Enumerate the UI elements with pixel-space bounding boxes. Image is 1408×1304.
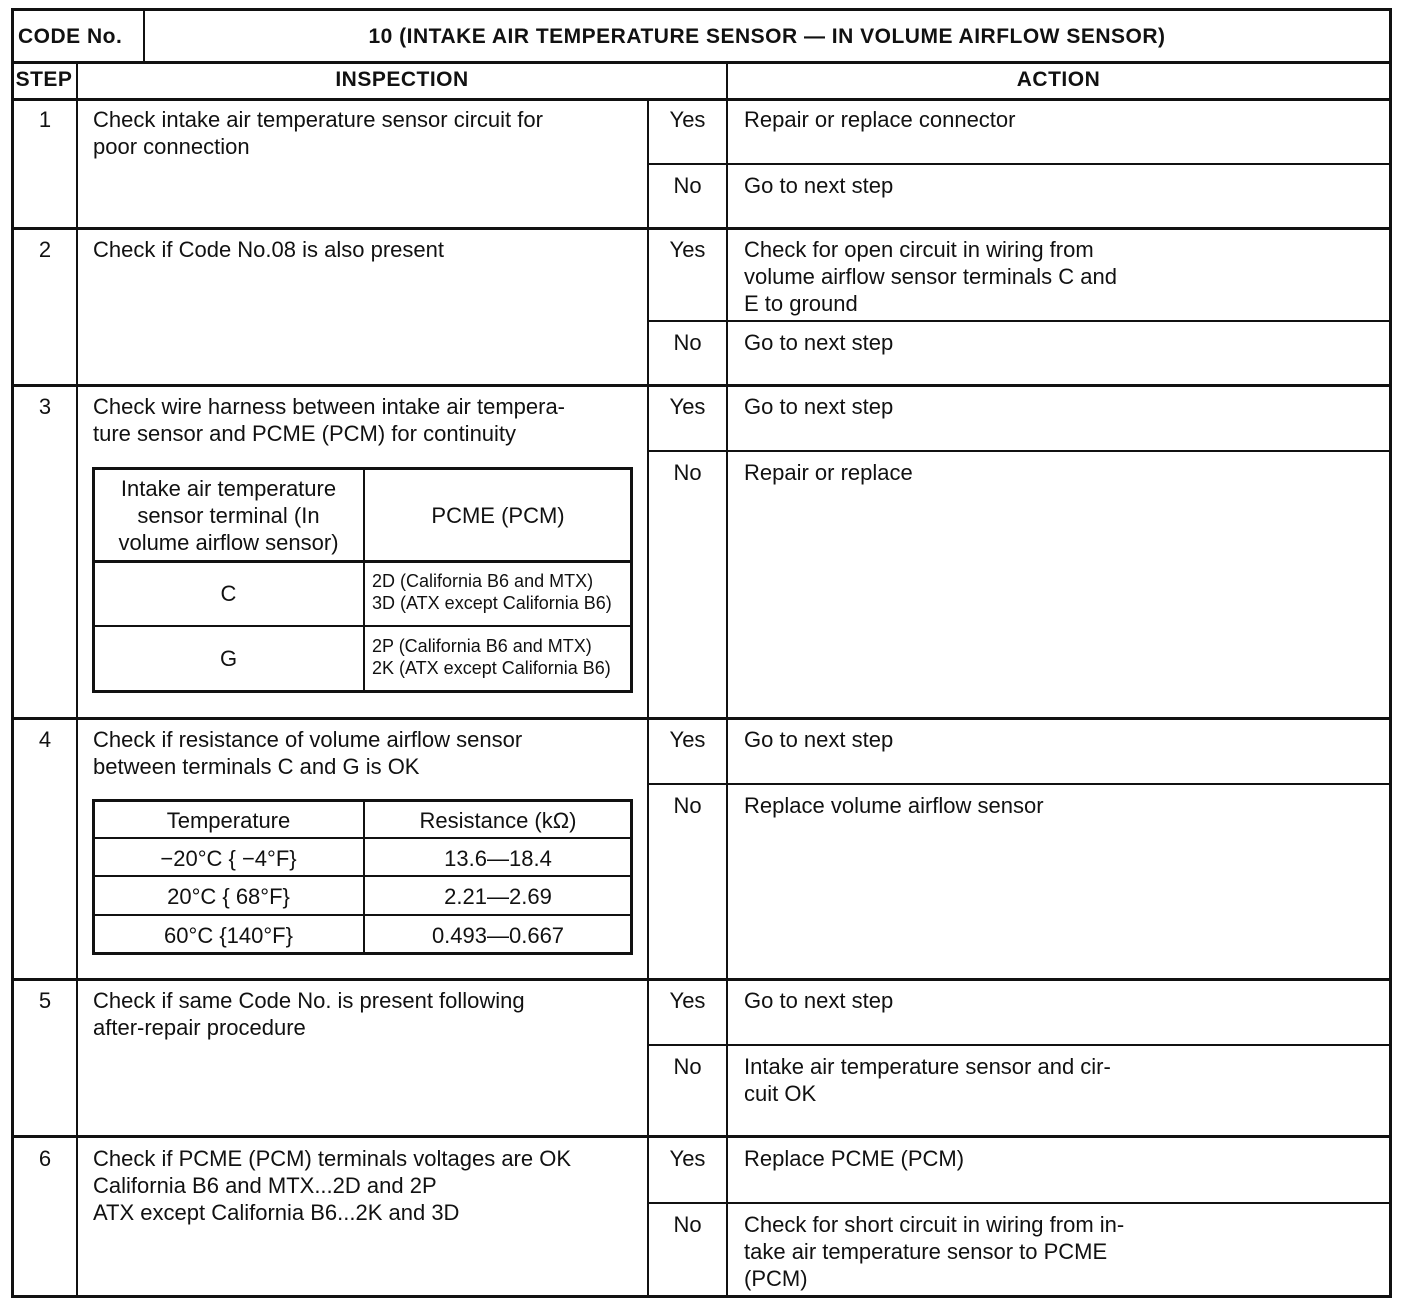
border-left	[11, 8, 14, 1298]
yes-label: Yes	[669, 1146, 706, 1171]
step-inspection: Check if PCME (PCM) terminals voltages are OK California B6 and MTX...2D and 2P ATX except California B6...2K and 3D	[93, 1146, 572, 1225]
step-inspection: Check if same Code No. is present following after-repair procedure	[93, 988, 525, 1040]
yes-action: Go to next step	[744, 727, 894, 752]
yesno-divider-5	[647, 1044, 1392, 1046]
step-number: 5	[38, 988, 52, 1013]
temperature-cell: −20°C { −4°F}	[160, 846, 297, 871]
step-number: 1	[38, 107, 52, 132]
inspection-label: INSPECTION	[335, 68, 469, 91]
no-label: No	[673, 330, 702, 355]
no-action: Check for short circuit in wiring from in- take air temperature sensor to PCME (PCM)	[744, 1212, 1125, 1291]
divider-step-5	[11, 978, 1392, 981]
step-inspection: Check wire harness between intake air tempera- ture sensor and PCME (PCM) for continuity	[93, 394, 566, 446]
divider-step-4	[11, 717, 1392, 720]
yes-action: Replace PCME (PCM)	[744, 1146, 965, 1171]
subtable-header-pcm: PCME (PCM)	[431, 503, 565, 528]
border-bottom	[11, 1295, 1392, 1298]
divider-step-3	[11, 384, 1392, 387]
yesno-divider-1	[647, 163, 1392, 165]
divider-step-6	[11, 1135, 1392, 1138]
yesno-divider-6	[647, 1202, 1392, 1204]
yesno-divider-4	[647, 783, 1392, 785]
no-label: No	[673, 1054, 702, 1079]
code-title: 10 (INTAKE AIR TEMPERATURE SENSOR — IN VOLUME AIRFLOW SENSOR)	[368, 25, 1166, 48]
no-action: Repair or replace	[744, 460, 913, 485]
no-action: Replace volume airflow sensor	[744, 793, 1044, 818]
yesno-col-line	[647, 100, 649, 1297]
action-col-line	[726, 62, 728, 1297]
yes-action: Check for open circuit in wiring from volume airflow sensor terminals C and E to ground	[744, 237, 1117, 316]
subtable-header-resistance: Resistance (kΩ)	[419, 808, 577, 833]
yes-label: Yes	[669, 237, 706, 262]
terminal-cell: C	[220, 581, 237, 606]
step-number: 6	[38, 1146, 52, 1171]
step-inspection: Check if Code No.08 is also present	[93, 237, 444, 262]
subtable-row-line	[93, 837, 632, 839]
yesno-divider-3	[647, 450, 1392, 452]
yes-action: Go to next step	[744, 394, 894, 419]
step-col-line	[76, 62, 78, 1297]
no-label: No	[673, 1212, 702, 1237]
no-action: Go to next step	[744, 173, 894, 198]
border-right	[1389, 8, 1392, 1298]
temperature-cell: 20°C { 68°F}	[167, 884, 290, 909]
subtable-row-line	[93, 625, 632, 627]
code-label: CODE No.	[18, 25, 123, 48]
no-action: Go to next step	[744, 330, 894, 355]
subtable-header-terminal: Intake air temperature sensor terminal (In volume airflow sensor)	[118, 476, 339, 555]
resistance-cell: 0.493—0.667	[431, 923, 565, 948]
yes-label: Yes	[669, 107, 706, 132]
pcm-cell: 2D (California B6 and MTX) 3D (ATX except California B6)	[372, 571, 612, 613]
yes-label: Yes	[669, 727, 706, 752]
yes-action: Go to next step	[744, 988, 894, 1013]
yes-label: Yes	[669, 988, 706, 1013]
subtable-row-line	[93, 914, 632, 916]
header-divider	[11, 61, 1392, 64]
subtable-row-line	[93, 560, 632, 563]
border-top	[11, 8, 1392, 11]
step-number: 2	[38, 237, 52, 262]
subtable-row-line	[93, 875, 632, 877]
subheader-divider	[11, 98, 1392, 101]
action-label: ACTION	[1016, 68, 1101, 91]
pcm-cell: 2P (California B6 and MTX) 2K (ATX except California B6)	[372, 636, 611, 678]
step-number: 4	[38, 727, 52, 752]
resistance-cell: 13.6—18.4	[444, 846, 552, 871]
yes-action: Repair or replace connector	[744, 107, 1016, 132]
yes-label: Yes	[669, 394, 706, 419]
step-inspection: Check intake air temperature sensor circuit for poor connection	[93, 107, 543, 159]
step-inspection: Check if resistance of volume airflow sensor between terminals C and G is OK	[93, 727, 523, 779]
resistance-cell: 2.21—2.69	[444, 884, 552, 909]
yesno-divider-2	[647, 320, 1392, 322]
no-label: No	[673, 793, 702, 818]
step-label: STEP	[15, 68, 73, 91]
no-label: No	[673, 460, 702, 485]
subtable-header-temperature: Temperature	[166, 808, 291, 833]
temperature-cell: 60°C {140°F}	[164, 923, 293, 948]
step-number: 3	[38, 394, 52, 419]
no-label: No	[673, 173, 702, 198]
terminal-cell: G	[219, 646, 238, 671]
no-action: Intake air temperature sensor and cir- cuit OK	[744, 1054, 1111, 1106]
divider-step-2	[11, 227, 1392, 230]
